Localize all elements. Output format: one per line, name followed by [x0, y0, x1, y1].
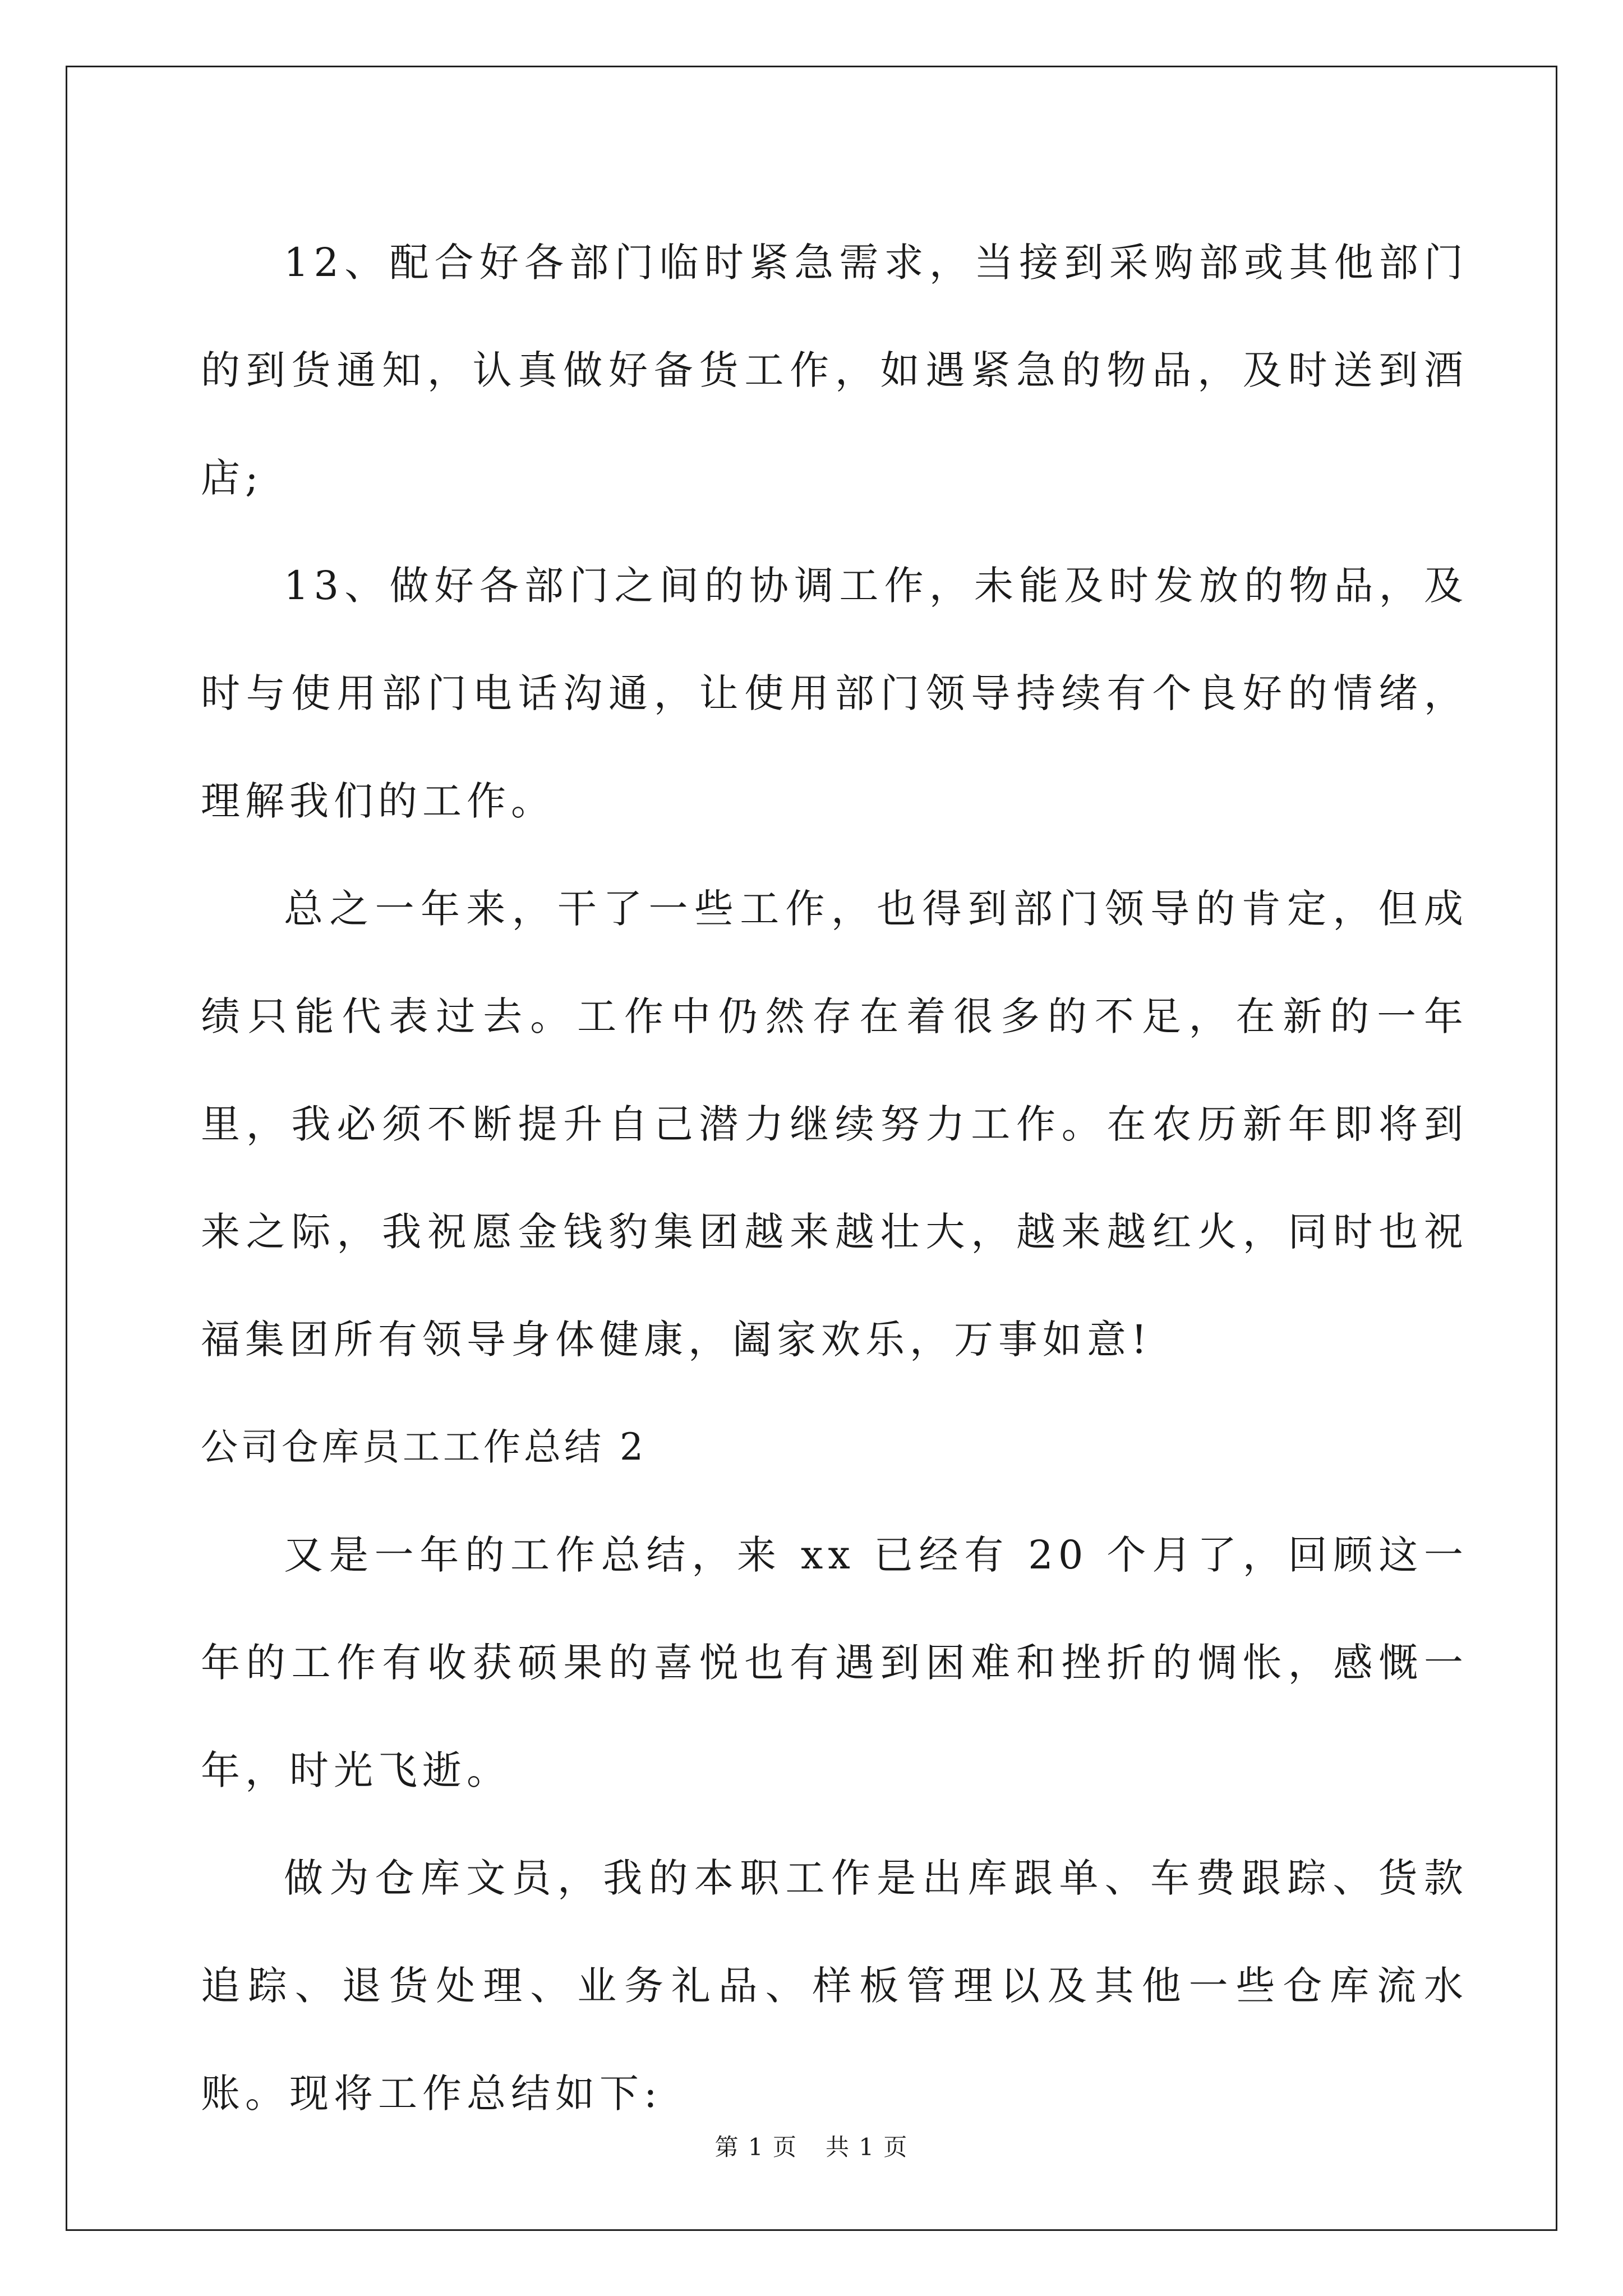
document-body	[201, 209, 1468, 2147]
paragraph-intro: 又是一年的工作总结，来 xx 已经有 20 个月了，回顾这一年的工作有收获硕果的喜悦也有遇到困难和挫折的惆怅，感慨一年，时光飞逝。	[201, 1532, 1468, 1793]
paragraph-duties: 做为仓库文员，我的本职工作是出库跟单、车费跟踪、货款追踪、退货处理、业务礼品、样板管理以及其他一些仓库流水账。现将工作总结如下:	[201, 1855, 1468, 2116]
page-footer	[0, 2129, 1623, 2162]
page-number: 第 1 页	[714, 2133, 797, 2161]
section-heading: 公司仓库员工工作总结 2	[201, 1425, 647, 1469]
page-total: 共 1 页	[826, 2133, 909, 2161]
paragraph-conclusion: 总之一年来，干了一些工作，也得到部门领导的肯定，但成绩只能代表过去。工作中仍然存在着很多的不足，在新的一年里，我必须不断提升自己潜力继续努力工作。在农历新年即将到来之际，我祝愿金钱豹集团越来越壮大，越来越红火，同时也祝福集团所有领导身体健康，阖家欢乐，万事如意!	[201, 886, 1468, 1363]
paragraph-item-13: 13、做好各部门之间的协调工作，未能及时发放的物品，及时与使用部门电话沟通，让使用部门领导持续有个良好的情绪，理解我们的工作。	[201, 563, 1468, 824]
paragraph-item-12: 12、配合好各部门临时紧急需求，当接到采购部或其他部门的到货通知，认真做好备货工作，如遇紧急的物品，及时送到酒店;	[201, 240, 1468, 501]
